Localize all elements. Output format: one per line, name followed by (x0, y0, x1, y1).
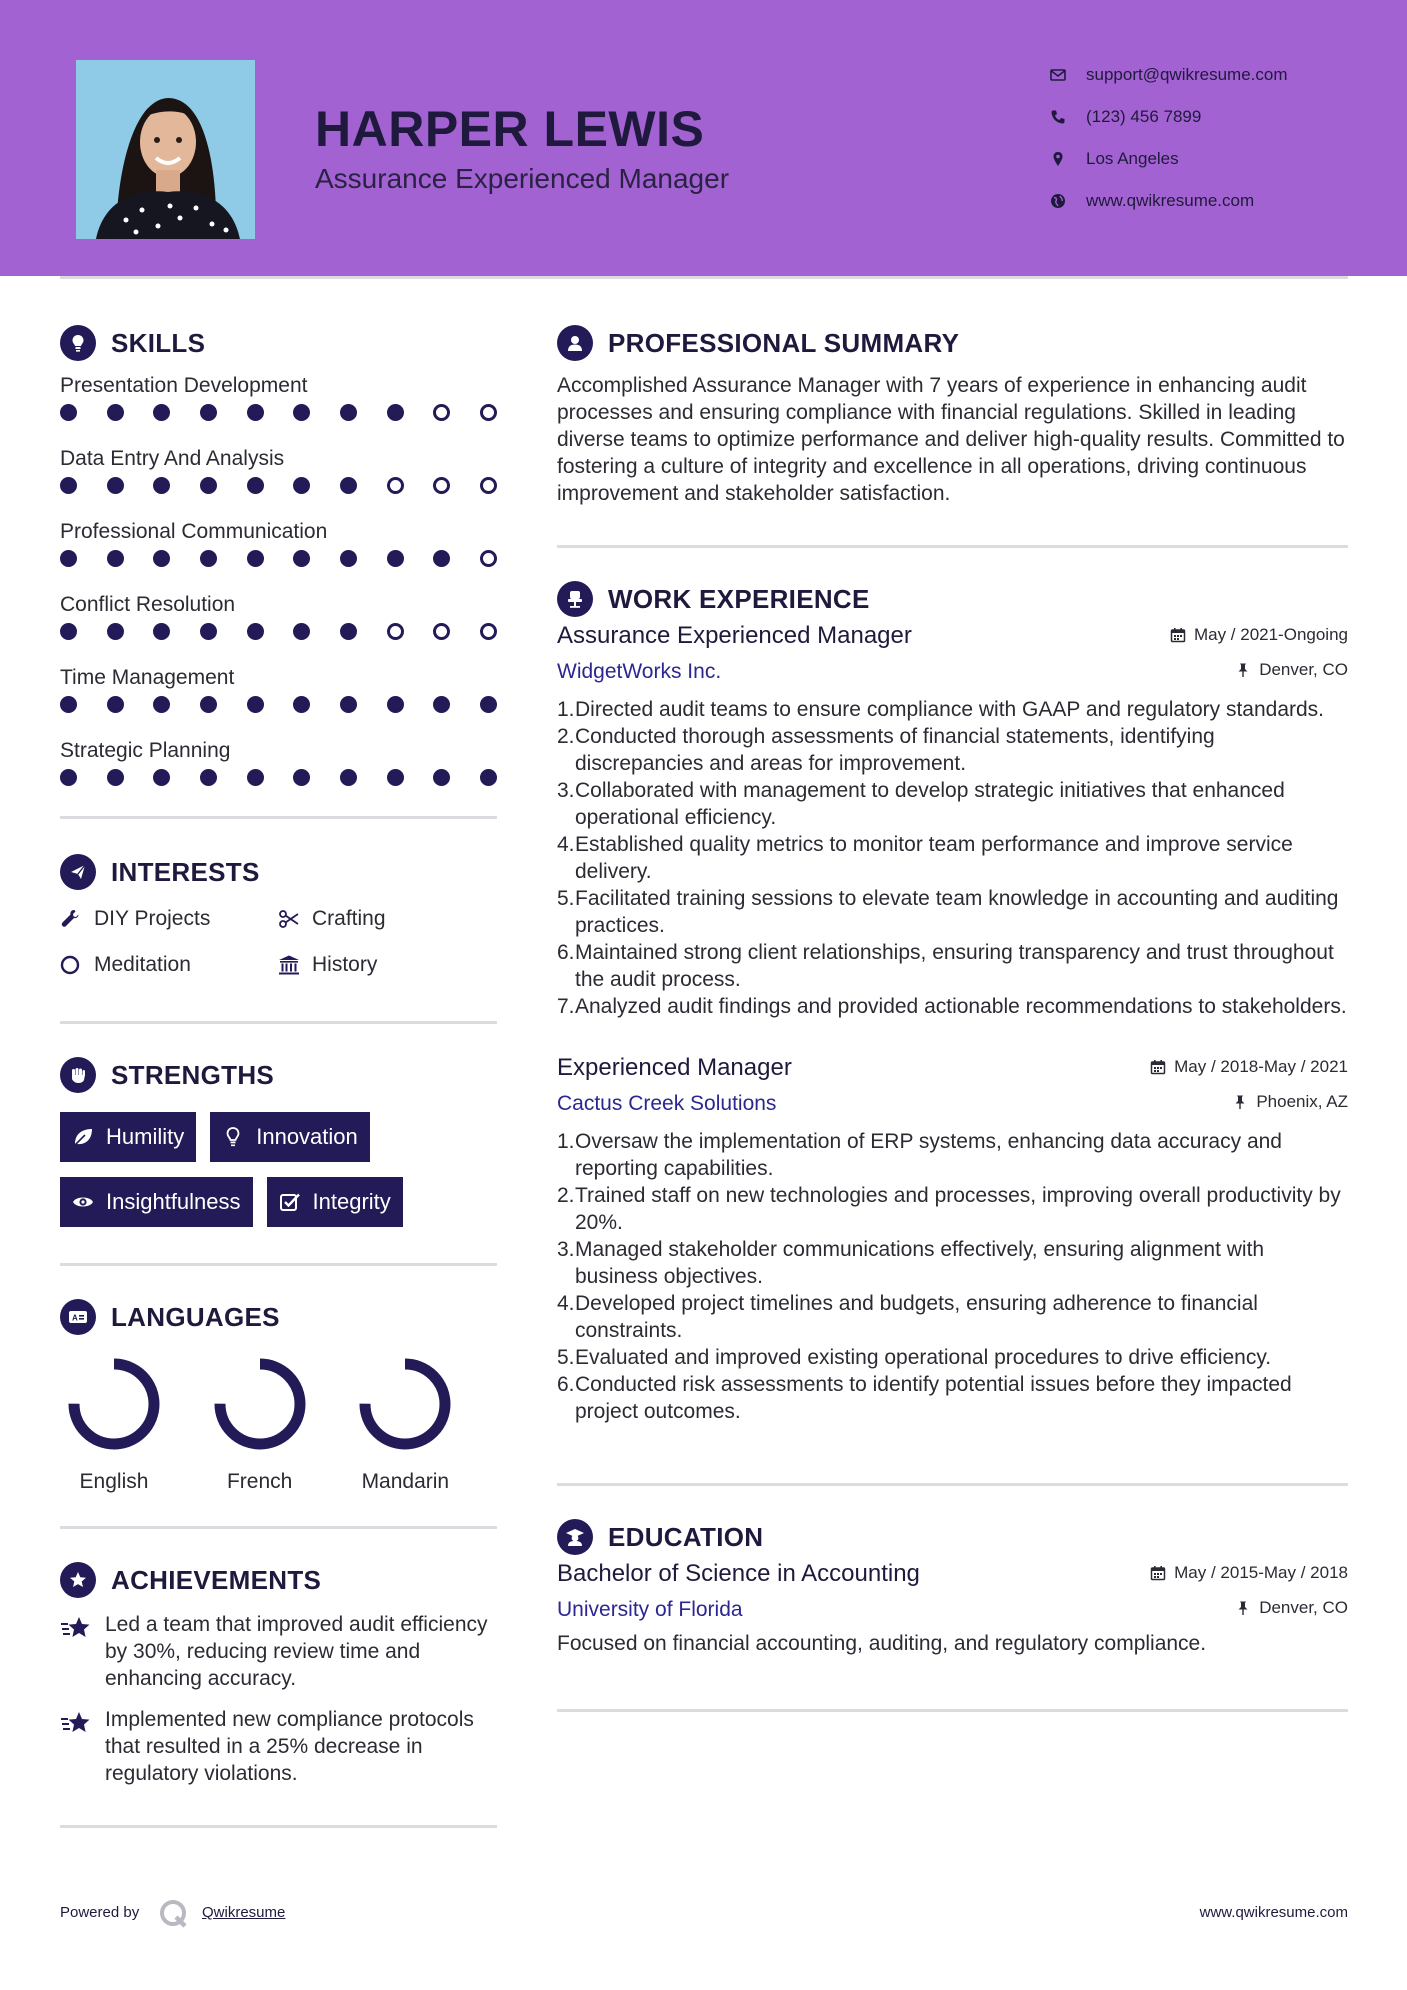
languages-heading (60, 1294, 497, 1340)
job-title: Assurance Experienced Manager (557, 622, 912, 649)
education-heading (557, 1514, 1348, 1560)
skill-name: Strategic Planning (60, 739, 231, 762)
job-bullet (557, 1236, 1348, 1290)
rating-dot-filled (340, 404, 357, 421)
rating-dot-filled (247, 477, 264, 494)
rating-dot-filled (107, 477, 124, 494)
bullet-text: Conducted thorough assessments of financial statements, identifying discrepancies and areas for improvement. (575, 725, 1215, 775)
skill-name: Presentation Development (60, 374, 308, 397)
strength-label: Integrity (312, 1189, 391, 1214)
rating-dot-filled (480, 696, 497, 713)
rating-dot-filled (387, 696, 404, 713)
rating-dot-filled (433, 769, 450, 786)
bullet-text: Established quality metrics to monitor team performance and improve service delivery. (575, 833, 1293, 883)
achievement-item (60, 1611, 497, 1692)
job-bullet (557, 885, 1348, 939)
job-bullet (557, 723, 1348, 777)
bullet-number: 7. (557, 995, 575, 1018)
job-location-text: Phoenix, AZ (1256, 1092, 1348, 1111)
rating-dot-empty (480, 404, 497, 421)
contact-location-text: Los Angeles (1086, 149, 1179, 168)
languages-divider (60, 1526, 497, 1529)
interest-label: Meditation (94, 953, 191, 976)
qwikresume-link[interactable]: Qwikresume (202, 1904, 286, 1921)
rating-dot-empty (480, 623, 497, 640)
bullet-text: Trained staff on new technologies and processes, improving overall productivity by 20%. (575, 1184, 1341, 1234)
resume-header (0, 0, 1407, 276)
strength-label: Innovation (256, 1124, 358, 1149)
bullet-number: 6. (557, 941, 575, 964)
bullet-text: Oversaw the implementation of ERP systems, enhancing data accuracy and reporting capabilities. (575, 1130, 1282, 1180)
skill-rating (60, 404, 497, 421)
graduate-icon (557, 1519, 593, 1555)
language-name: French (226, 1470, 293, 1493)
rating-dot-filled (387, 769, 404, 786)
education-row (557, 1560, 1348, 1588)
rating-dot-filled (200, 696, 217, 713)
contact-website[interactable] (1050, 180, 1380, 222)
interest-item (60, 903, 278, 935)
rating-dot-filled (60, 696, 77, 713)
rating-dot-filled (340, 769, 357, 786)
pushpin-icon (1232, 1094, 1248, 1110)
experience-divider (557, 1483, 1348, 1486)
svg-text:A: A (72, 1313, 78, 1323)
job-bullet (557, 1182, 1348, 1236)
achievements-section (60, 1557, 497, 1787)
summary-title: PROFESSIONAL SUMMARY (608, 327, 960, 358)
interests-section (60, 849, 497, 981)
strength-badge (210, 1112, 370, 1162)
rating-dot-filled (340, 696, 357, 713)
interests-heading (60, 849, 497, 895)
education-description: Focused on financial accounting, auditing, and regulatory compliance. (557, 1632, 1207, 1655)
lightbulb-icon (222, 1126, 244, 1148)
bullet-number: 5. (557, 1346, 575, 1369)
skill-rating (60, 696, 497, 713)
achievement-item (60, 1706, 497, 1787)
pushpin-icon (1235, 662, 1251, 678)
achievements-heading (60, 1557, 497, 1603)
rating-dot-filled (200, 404, 217, 421)
pushpin-icon (1235, 1600, 1251, 1616)
leaf-icon (72, 1126, 94, 1148)
language-level-ring (66, 1356, 162, 1452)
star-icon (60, 1611, 105, 1692)
education-dates (1150, 1563, 1348, 1583)
rating-dot-empty (387, 623, 404, 640)
skill-rating (60, 623, 497, 640)
star-badge-icon (60, 1562, 96, 1598)
interest-label: DIY Projects (94, 907, 211, 930)
bullet-text: Directed audit teams to ensure compliance with GAAP and regulatory standards. (575, 698, 1325, 721)
bullet-number: 4. (557, 1292, 575, 1315)
achievement-text: Implemented new compliance protocols that resulted in a 25% decrease in regulatory violations. (105, 1708, 474, 1785)
job-location (1232, 1092, 1348, 1112)
rating-dot-filled (293, 696, 310, 713)
bullet-text: Conducted risk assessments to identify potential issues before they impacted project outcomes. (575, 1373, 1292, 1423)
strength-label: Insightfulness (106, 1189, 241, 1214)
rating-dot-empty (433, 477, 450, 494)
user-icon (557, 325, 593, 361)
rating-dot-empty (387, 477, 404, 494)
strength-badge (60, 1112, 196, 1162)
profile-photo-image (76, 60, 255, 239)
job-bullet (557, 1344, 1348, 1371)
skills-divider (60, 816, 497, 819)
rating-dot-filled (60, 769, 77, 786)
rating-dot-filled (60, 404, 77, 421)
job-bullet (557, 1290, 1348, 1344)
skills-title: SKILLS (111, 327, 206, 358)
bullet-text: Facilitated training sessions to elevate team knowledge in accounting and auditing practices. (575, 887, 1339, 937)
rating-dot-filled (107, 550, 124, 567)
rating-dot-filled (247, 404, 264, 421)
rating-dot-filled (247, 550, 264, 567)
profile-photo (76, 60, 255, 239)
lightbulb-icon (60, 325, 96, 361)
strength-badge (60, 1177, 253, 1227)
skill-rating (60, 769, 497, 786)
rating-dot-filled (200, 769, 217, 786)
rating-dot-filled (200, 550, 217, 567)
rating-dot-filled (60, 477, 77, 494)
interests-list (60, 903, 497, 981)
bullet-number: 1. (557, 1130, 575, 1153)
bullet-text: Maintained strong client relationships, ensuring transparency and trust throughout the audit process. (575, 941, 1334, 991)
rating-dot-filled (107, 623, 124, 640)
contact-email[interactable] (1050, 54, 1380, 96)
wrench-icon (60, 908, 94, 930)
job-dates-text: May / 2018-May / 2021 (1174, 1057, 1348, 1076)
museum-icon (278, 954, 312, 976)
job-location (1235, 660, 1348, 680)
bullet-text: Analyzed audit findings and provided actionable recommendations to stakeholders. (575, 995, 1347, 1018)
strengths-divider (60, 1263, 497, 1266)
strengths-list (60, 1112, 497, 1227)
degree-title: Bachelor of Science in Accounting (557, 1560, 920, 1587)
job-company-row (557, 660, 1348, 684)
bullet-text: Evaluated and improved existing operational procedures to drive efficiency. (575, 1346, 1272, 1369)
interest-item (278, 903, 496, 935)
contact-list (1050, 54, 1380, 222)
summary-divider (557, 545, 1348, 548)
job-header-row (557, 1054, 1348, 1082)
language-item (60, 1356, 206, 1494)
bullet-number: 4. (557, 833, 575, 856)
job-entry (557, 1054, 1348, 1425)
header-divider (60, 276, 1348, 279)
language-level-ring (357, 1356, 453, 1452)
calendar-icon (1150, 1059, 1166, 1075)
rating-dot-filled (340, 623, 357, 640)
rating-dot-filled (200, 623, 217, 640)
powered-by-text: Powered by (60, 1904, 140, 1921)
candidate-name: HARPER LEWIS (315, 101, 705, 157)
left-column (60, 320, 497, 1828)
bullet-number: 3. (557, 1238, 575, 1261)
eye-icon (72, 1191, 94, 1213)
languages-list (60, 1356, 497, 1494)
paper-plane-icon (60, 854, 96, 890)
rating-dot-filled (60, 550, 77, 567)
education-dates-text: May / 2015-May / 2018 (1174, 1563, 1348, 1582)
qwikresume-logo-icon (158, 1898, 190, 1930)
rating-dot-empty (480, 477, 497, 494)
skill-name: Data Entry And Analysis (60, 447, 285, 470)
education-location-text: Denver, CO (1259, 1598, 1348, 1617)
skill-rating (60, 477, 497, 494)
contact-phone[interactable] (1050, 96, 1380, 138)
phone-icon (1050, 109, 1086, 125)
scissors-icon (278, 908, 312, 930)
envelope-icon (1050, 67, 1086, 83)
achievements-divider (60, 1825, 497, 1828)
language-item (351, 1356, 497, 1494)
summary-heading (557, 320, 1348, 366)
candidate-role: Assurance Experienced Manager (315, 163, 730, 194)
rating-dot-filled (247, 623, 264, 640)
experience-title: WORK EXPERIENCE (608, 583, 870, 614)
bullet-number: 6. (557, 1373, 575, 1396)
strengths-title: STRENGTHS (111, 1059, 275, 1090)
office-chair-icon (557, 581, 593, 617)
interests-divider (60, 1021, 497, 1024)
interests-title: INTERESTS (111, 856, 260, 887)
bullet-text: Developed project timelines and budgets, ensuring adherence to financial constraints. (575, 1292, 1258, 1342)
rating-dot-filled (153, 623, 170, 640)
job-dates-text: May / 2021-Ongoing (1193, 625, 1348, 644)
company-name: WidgetWorks Inc. (557, 660, 722, 683)
skills-section (60, 320, 497, 804)
interest-label: Crafting (312, 907, 386, 930)
education-divider (557, 1709, 1348, 1712)
rating-dot-filled (247, 696, 264, 713)
rating-dot-filled (433, 696, 450, 713)
interest-item (60, 949, 278, 981)
rating-dot-filled (293, 769, 310, 786)
calendar-icon (1170, 627, 1186, 643)
job-bullet (557, 1128, 1348, 1182)
rating-dot-filled (293, 550, 310, 567)
job-bullet (557, 1371, 1348, 1425)
skill-name: Conflict Resolution (60, 593, 236, 616)
summary-section (557, 320, 1348, 507)
language-icon (60, 1299, 96, 1335)
rating-dot-filled (153, 477, 170, 494)
rating-dot-filled (480, 769, 497, 786)
rating-dot-filled (153, 550, 170, 567)
contact-phone-text: (123) 456 7899 (1086, 107, 1202, 126)
skill-item (60, 366, 497, 439)
rating-dot-filled (153, 769, 170, 786)
skill-item (60, 585, 497, 658)
interest-item (278, 949, 496, 981)
job-title: Experienced Manager (557, 1054, 792, 1081)
rating-dot-empty (480, 550, 497, 567)
company-name: Cactus Creek Solutions (557, 1092, 777, 1115)
contact-website-text: www.qwikresume.com (1086, 191, 1255, 210)
skill-name: Time Management (60, 666, 235, 689)
checkbox-icon (279, 1191, 301, 1213)
contact-email-text: support@qwikresume.com (1086, 65, 1288, 84)
rating-dot-filled (153, 404, 170, 421)
bullet-text: Collaborated with management to develop strategic initiatives that enhanced operational efficiency. (575, 779, 1285, 829)
rating-dot-filled (107, 696, 124, 713)
job-header-row (557, 622, 1348, 650)
fist-icon (60, 1057, 96, 1093)
rating-dot-filled (293, 404, 310, 421)
rating-dot-empty (433, 623, 450, 640)
experience-section (557, 576, 1348, 1425)
job-bullet (557, 831, 1348, 885)
job-dates (1150, 1057, 1348, 1077)
bullet-number: 5. (557, 887, 575, 910)
languages-section (60, 1294, 497, 1494)
rating-dot-filled (293, 623, 310, 640)
rating-dot-filled (247, 769, 264, 786)
footer-url[interactable]: www.qwikresume.com (1199, 1904, 1348, 1921)
bullet-text: Managed stakeholder communications effectively, ensuring alignment with business objectives. (575, 1238, 1265, 1288)
achievement-text: Led a team that improved audit efficiency by 30%, reducing review time and enhancing accuracy. (105, 1613, 488, 1690)
job-bullet (557, 696, 1348, 723)
job-bullets (557, 1128, 1348, 1425)
job-entry (557, 622, 1348, 1020)
skill-item (60, 439, 497, 512)
rating-dot-filled (200, 477, 217, 494)
skills-heading (60, 320, 497, 366)
rating-dot-filled (153, 696, 170, 713)
star-icon (60, 1706, 105, 1787)
rating-dot-empty (433, 404, 450, 421)
school-name: University of Florida (557, 1598, 743, 1621)
achievements-title: ACHIEVEMENTS (111, 1564, 322, 1595)
skill-item (60, 512, 497, 585)
globe-icon (1050, 193, 1086, 209)
bullet-number: 2. (557, 1184, 575, 1207)
bullet-number: 2. (557, 725, 575, 748)
job-bullet (557, 939, 1348, 993)
strength-badge (267, 1177, 403, 1227)
rating-dot-filled (433, 550, 450, 567)
education-title: EDUCATION (608, 1521, 764, 1552)
job-bullets (557, 696, 1348, 1020)
skills-list (60, 366, 497, 804)
language-name: Mandarin (361, 1470, 450, 1493)
rating-dot-filled (60, 623, 77, 640)
footer (60, 1900, 1348, 1930)
rating-dot-filled (387, 550, 404, 567)
language-level-ring (212, 1356, 308, 1452)
map-pin-icon (1050, 151, 1086, 167)
jobs-list (557, 622, 1348, 1425)
job-company-row (557, 1092, 1348, 1116)
job-dates (1170, 625, 1348, 645)
education-section (557, 1514, 1348, 1657)
education-row (557, 1598, 1348, 1622)
interest-label: History (312, 953, 378, 976)
job-bullet (557, 993, 1348, 1020)
skill-item (60, 731, 497, 804)
strengths-section (60, 1052, 497, 1227)
rating-dot-filled (293, 477, 310, 494)
education-location (1235, 1598, 1348, 1618)
circle-icon (60, 954, 94, 976)
contact-location (1050, 138, 1380, 180)
calendar-icon (1150, 1565, 1166, 1581)
summary-text: Accomplished Assurance Manager with 7 years of experience in enhancing audit processes and ensuring compliance with financial regulations. Skilled in leading diverse teams to optimize performance and deliver high-quality results. Committed to fostering a culture of integrity and excellence in all operations, driving continuous improvement and stakeholder satisfaction. (557, 374, 1345, 505)
skill-item (60, 658, 497, 731)
languages-title: LANGUAGES (111, 1301, 280, 1332)
rating-dot-filled (107, 404, 124, 421)
skill-rating (60, 550, 497, 567)
bullet-number: 3. (557, 779, 575, 802)
language-level-arc (74, 1364, 154, 1444)
job-location-text: Denver, CO (1259, 660, 1348, 679)
language-level-arc (220, 1364, 300, 1444)
bullet-number: 1. (557, 698, 575, 721)
rating-dot-filled (387, 404, 404, 421)
language-item (206, 1356, 352, 1494)
rating-dot-filled (340, 550, 357, 567)
strengths-heading (60, 1052, 497, 1098)
job-bullet (557, 777, 1348, 831)
experience-heading (557, 576, 1348, 622)
skill-name: Professional Communication (60, 520, 328, 543)
strength-label: Humility (106, 1124, 185, 1149)
language-name: English (79, 1470, 149, 1493)
rating-dot-filled (340, 477, 357, 494)
right-column (557, 320, 1348, 1712)
rating-dot-filled (107, 769, 124, 786)
language-level-arc (365, 1364, 445, 1444)
